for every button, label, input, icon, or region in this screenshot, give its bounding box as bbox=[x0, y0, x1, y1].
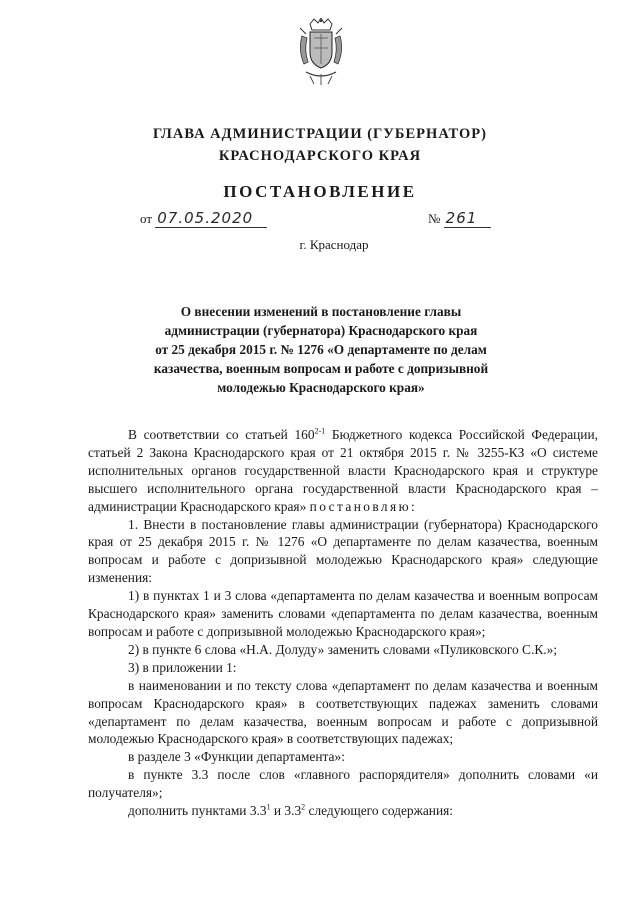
title-line: молодежью Краснодарского края» bbox=[217, 380, 425, 395]
document-body bbox=[88, 426, 598, 820]
document-title bbox=[150, 302, 492, 397]
title-line: О внесении изменений в постановление главы bbox=[180, 304, 462, 319]
issuer-title-line1: ГЛАВА АДМИНИСТРАЦИИ (ГУБЕРНАТОР) bbox=[153, 126, 487, 142]
title-line: администрации (губернатора) Краснодарского края bbox=[164, 323, 478, 338]
issuer-title-line2: КРАСНОДАРСКОГО КРАЯ bbox=[218, 148, 422, 164]
title-line: казачества, военным вопросам и работе с допризывной bbox=[153, 361, 489, 376]
paragraph-section-3: в разделе 3 «Функции департамента»: bbox=[128, 749, 345, 765]
paragraph-preamble: В соответствии со статьей 160$^{2-1}$ Бюджетного кодекса Российской Федерации, статьей 2 Закона Краснодарского края от 21 октября 2015 г. № 3255-КЗ «О системе исполнительных органов государственной власти Краснодарского края и структуре высшего исполнительного органа государственной власти Краснодарского края – администрации Краснодарского края» постановляю: bbox=[88, 426, 598, 514]
document-date bbox=[140, 209, 267, 228]
date-prefix: от bbox=[140, 211, 153, 226]
city: г. Краснодар bbox=[299, 237, 369, 252]
superscript: 2 bbox=[301, 802, 306, 812]
superscript: 1 bbox=[266, 802, 271, 812]
document-number bbox=[428, 209, 491, 228]
title-line: от 25 декабря 2015 г. № 1276 «О департаменте по делам bbox=[155, 342, 487, 357]
krasnodar-coat-of-arms-icon bbox=[296, 18, 346, 86]
document-type: ПОСТАНОВЛЕНИЕ bbox=[223, 182, 417, 201]
paragraph-subitem-3: 3) в приложении 1: bbox=[128, 659, 237, 675]
paragraph-supplement: дополнить пунктами $3.3^1$ и $3.3^2$ следующего содержания: bbox=[128, 802, 453, 819]
paragraph-point-3-3: в пункте 3.3 после слов «главного распорядителя» дополнить словами «и получателя»; bbox=[88, 767, 598, 801]
paragraph-item-1: 1. Внести в постановление главы администрации (губернатора) Краснодарского края от 25 декабря 2015 г. № 1276 «О департаменте по делам казачества, военным вопросам и работе с допризывной молодежью Краснодарского края» следующие изменения: bbox=[88, 516, 598, 586]
paragraph-naming: в наименовании и по тексту слова «департамент по делам казачества и военным вопросам Краснодарского края» в соответствующих падежах заменить словами «департамент по делам казачества, военным вопросам и работе с допризывной молодежью Краснодарского края» в соответствующих падежах; bbox=[88, 677, 598, 747]
date-value: 07.05.2020 bbox=[155, 209, 267, 228]
paragraph-subitem-2: 2) в пункте 6 слова «Н.А. Долуду» заменить словами «Пуликовского С.К.»; bbox=[128, 641, 558, 657]
superscript: 2-1 bbox=[314, 426, 326, 436]
paragraph-subitem-1: 1) в пунктах 1 и 3 слова «департамента по делам казачества и военным вопросам Краснодарского края» заменить словами «департамента по делам казачества, военным вопросам и работе с допризывной молодежью Краснодарского края»; bbox=[88, 588, 598, 639]
resolution-word: постановляю: bbox=[309, 498, 418, 514]
number-prefix: № bbox=[428, 211, 441, 226]
number-value: 261 bbox=[444, 209, 492, 228]
